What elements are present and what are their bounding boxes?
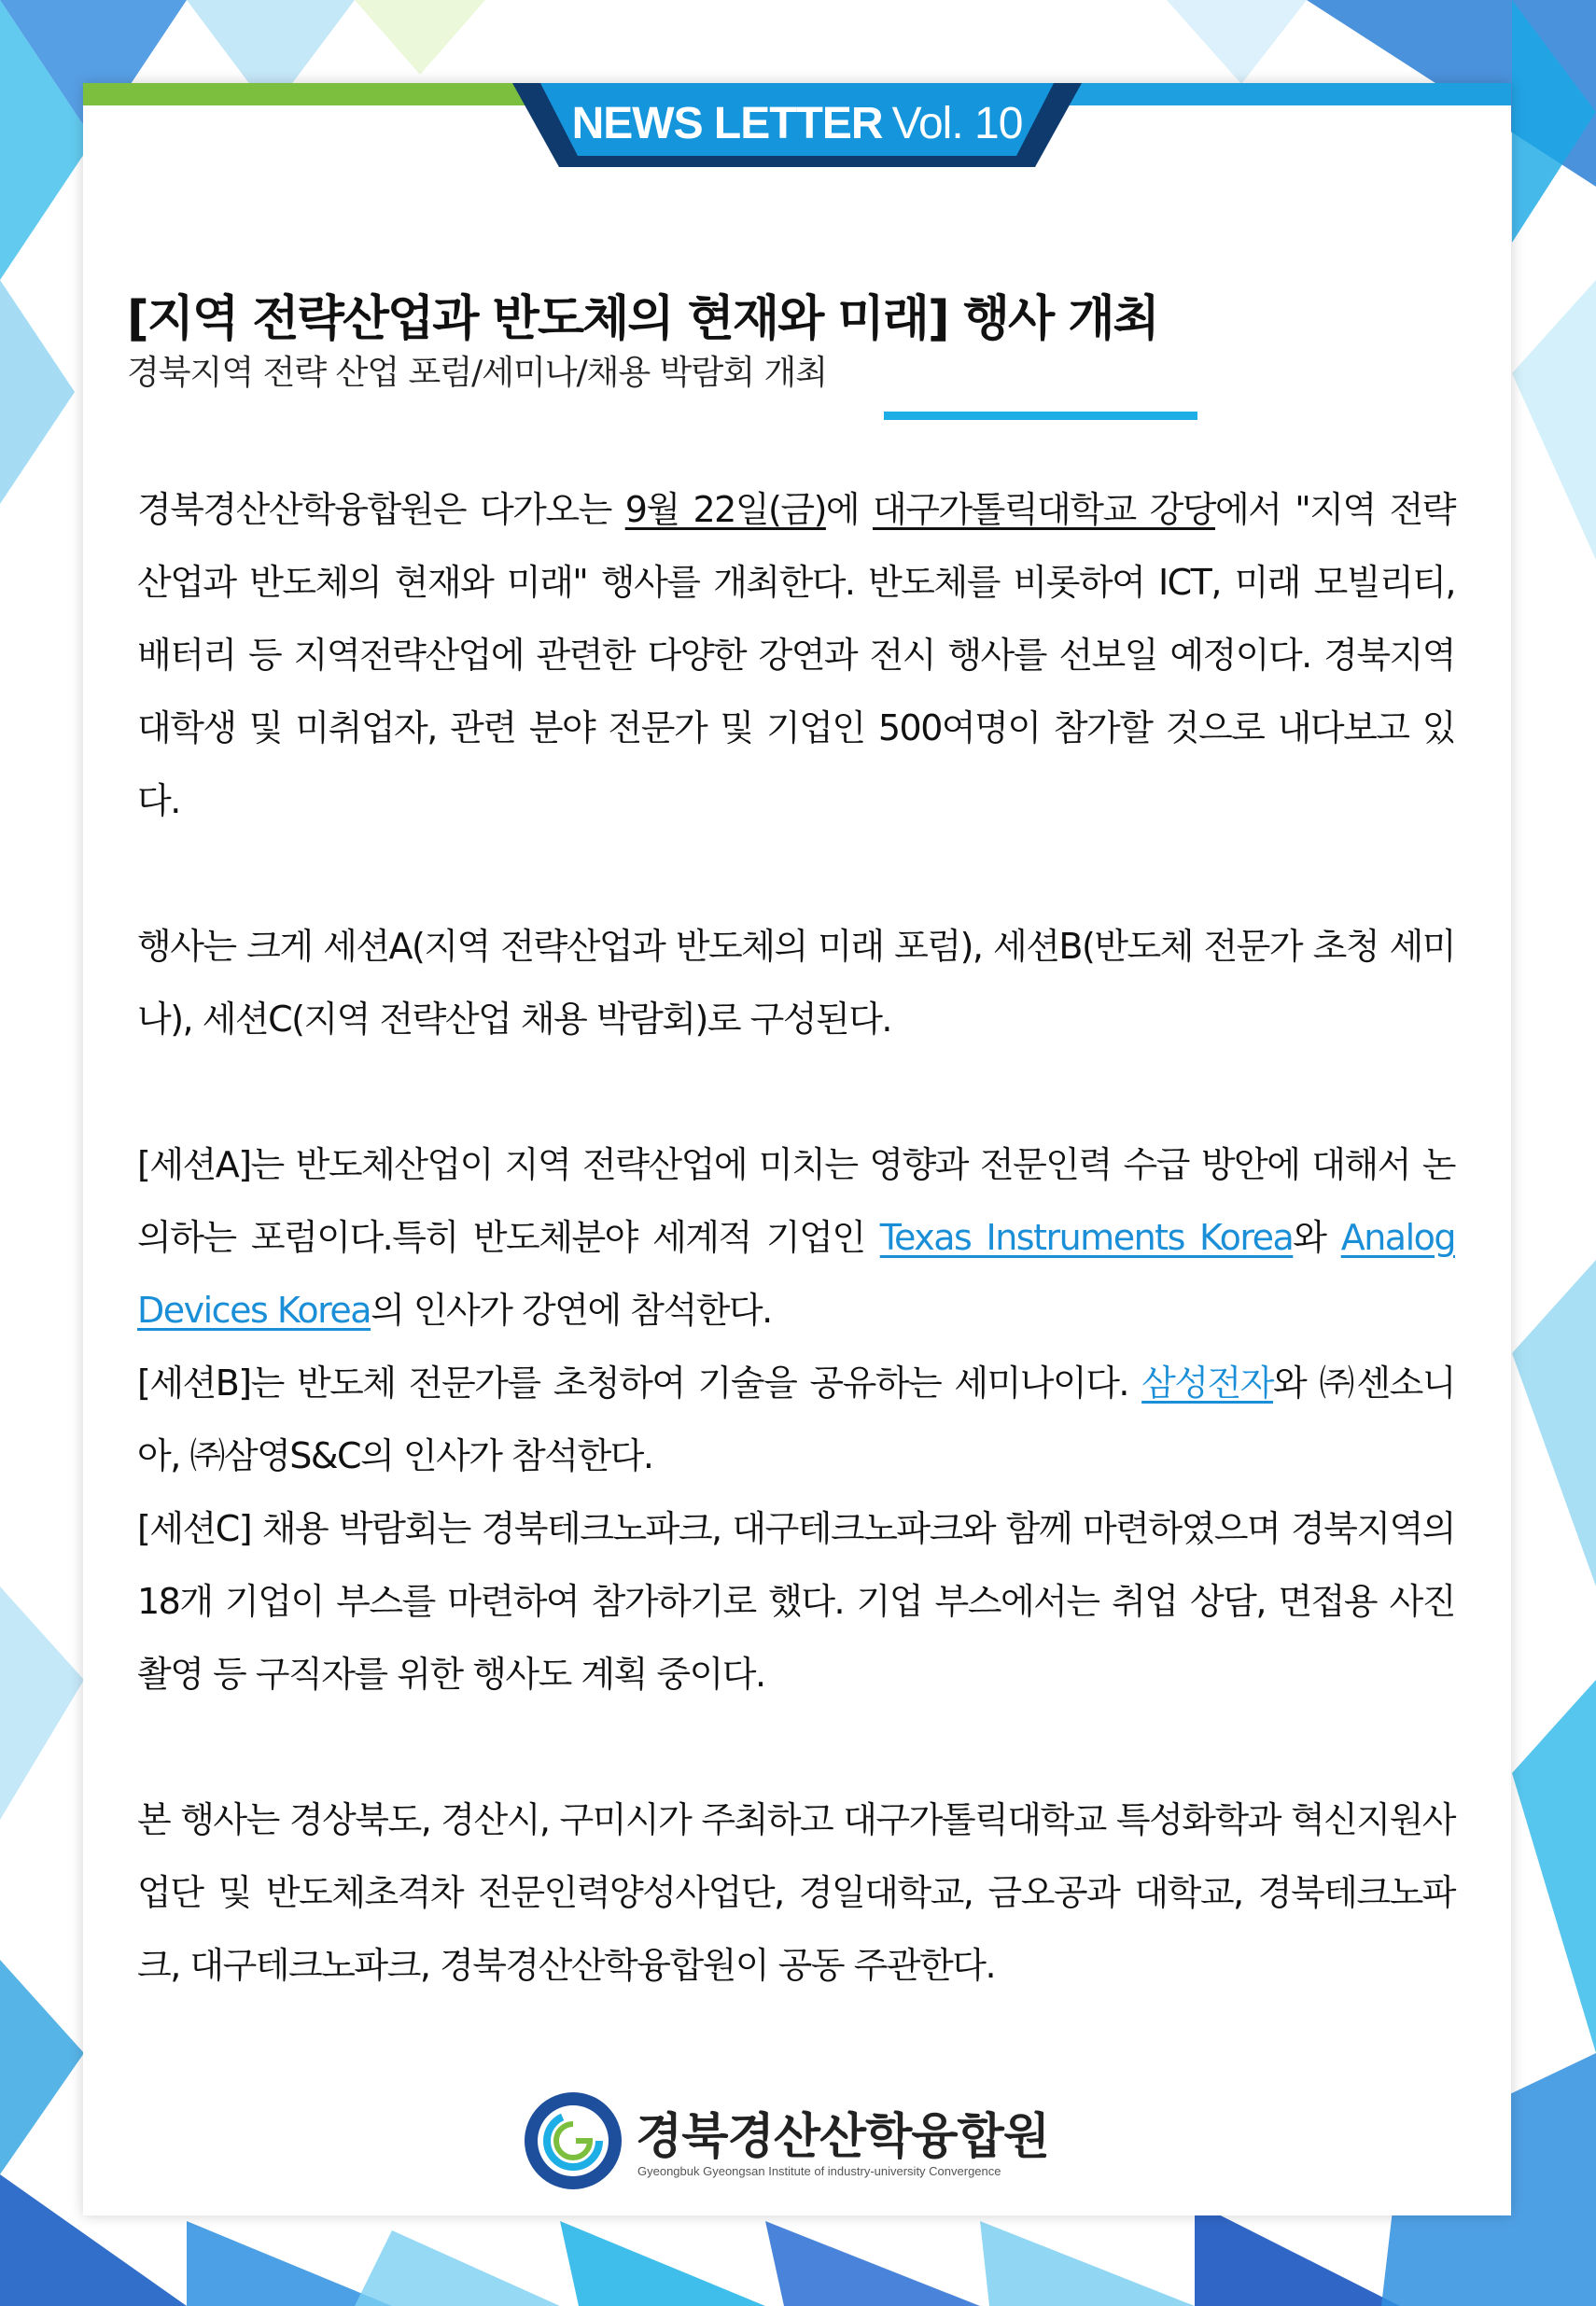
footer-logo bbox=[522, 2089, 1100, 2192]
accent-divider bbox=[884, 412, 1197, 420]
paragraph-session-b bbox=[137, 1347, 1455, 1492]
session-b-text-1: [세션B]는 반도체 전문가를 초청하여 기술을 공유하는 세미나이다. bbox=[137, 1363, 1142, 1404]
article-subheadline: 경북지역 전략 산업 포럼/세미나/채용 박람회 개최 bbox=[127, 354, 827, 392]
intro-text-2: 에 bbox=[825, 489, 874, 530]
top-bar-green bbox=[83, 83, 540, 105]
intro-text-3: 에서 "지역 전략산업과 반도체의 현재와 미래" 행사를 개최한다. 반도체를 비롯하여 ICT, 미래 모빌리티, 배터리 등 지역전략산업에 관련한 다양한 강연과 전시 행사를 선보일 예정이다. 경북지역 대학생 및 미취업자, 관련 분야 전문가 및 기업인 500여명이 참가할 것으로 내다보고 있다. bbox=[137, 489, 1456, 821]
newsletter-panel bbox=[83, 83, 1511, 2215]
session-a-text-3: 의 인사가 강연에 참석한다. bbox=[371, 1290, 772, 1331]
paragraph-session-a bbox=[137, 1128, 1455, 1347]
paragraph-sessions: 행사는 크게 세션A(지역 전략산업과 반도체의 미래 포럼), 세션B(반도체 전문가 초청 세미나), 세션C(지역 전략산업 채용 박람회)로 구성된다. bbox=[137, 926, 1455, 1040]
session-a-text-2: 와 bbox=[1293, 1217, 1341, 1258]
intro-text-1: 경북경산산학융합원은 다가오는 bbox=[137, 489, 625, 530]
texas-instruments-link[interactable]: Texas Instruments Korea bbox=[879, 1217, 1294, 1258]
paragraph-intro bbox=[137, 473, 1455, 837]
paragraph-session-c: [세션C] 채용 박람회는 경북테크노파크, 대구테크노파크와 함께 마련하였으며 경북지역의 18개 기업이 부스를 마련하여 참가하기로 했다. 기업 부스에서는 취업 상담, 면접용 사진촬영 등 구직자를 위한 행사도 계획 중이다. bbox=[137, 1508, 1455, 1695]
institute-english-name: Gyeongbuk Gyeongsan Institute of industry-university Convergence bbox=[637, 2164, 1001, 2178]
top-bar-blue bbox=[1054, 83, 1511, 105]
event-date: 9월 22일(금) bbox=[624, 489, 826, 530]
newsletter-banner bbox=[512, 83, 1082, 167]
event-venue: 대구가톨릭대학교 강당 bbox=[873, 489, 1215, 530]
samsung-link[interactable]: 삼성전자 bbox=[1141, 1363, 1273, 1404]
institute-name: 경북경산산학융합원 bbox=[636, 2109, 1050, 2165]
session-a-text-1: [세션A]는 반도체산업이 지역 전략산업에 미치는 영향과 전문인력 수급 방안에 대해서 논의하는 포럼이다.특히 반도체분야 세계적 기업인 bbox=[137, 1144, 1455, 1258]
banner-volume: Vol. 10 bbox=[891, 99, 1023, 148]
banner-title bbox=[512, 98, 1082, 149]
article-headline: [지역 전략산업과 반도체의 현재와 미래] 행사 개최 bbox=[127, 291, 1158, 347]
banner-title-main: NEWS LETTER bbox=[571, 99, 883, 148]
session-b-text-2: 와 ㈜센소니아, ㈜삼영S&C의 인사가 참석한다. bbox=[137, 1363, 1456, 1476]
article-body bbox=[137, 473, 1455, 2002]
institute-seal-icon bbox=[522, 2089, 624, 2192]
paragraph-organizers: 본 행사는 경상북도, 경산시, 구미시가 주최하고 대구가톨릭대학교 특성화학과 혁신지원사업단 및 반도체초격차 전문인력양성사업단, 경일대학교, 금오공과 대학교, 경북테크노파크, 대구테크노파크, 경북경산산학융합원이 공동 주관한다. bbox=[137, 1799, 1455, 1986]
analog-devices-link[interactable]: Analog Devices Korea bbox=[137, 1217, 1456, 1331]
